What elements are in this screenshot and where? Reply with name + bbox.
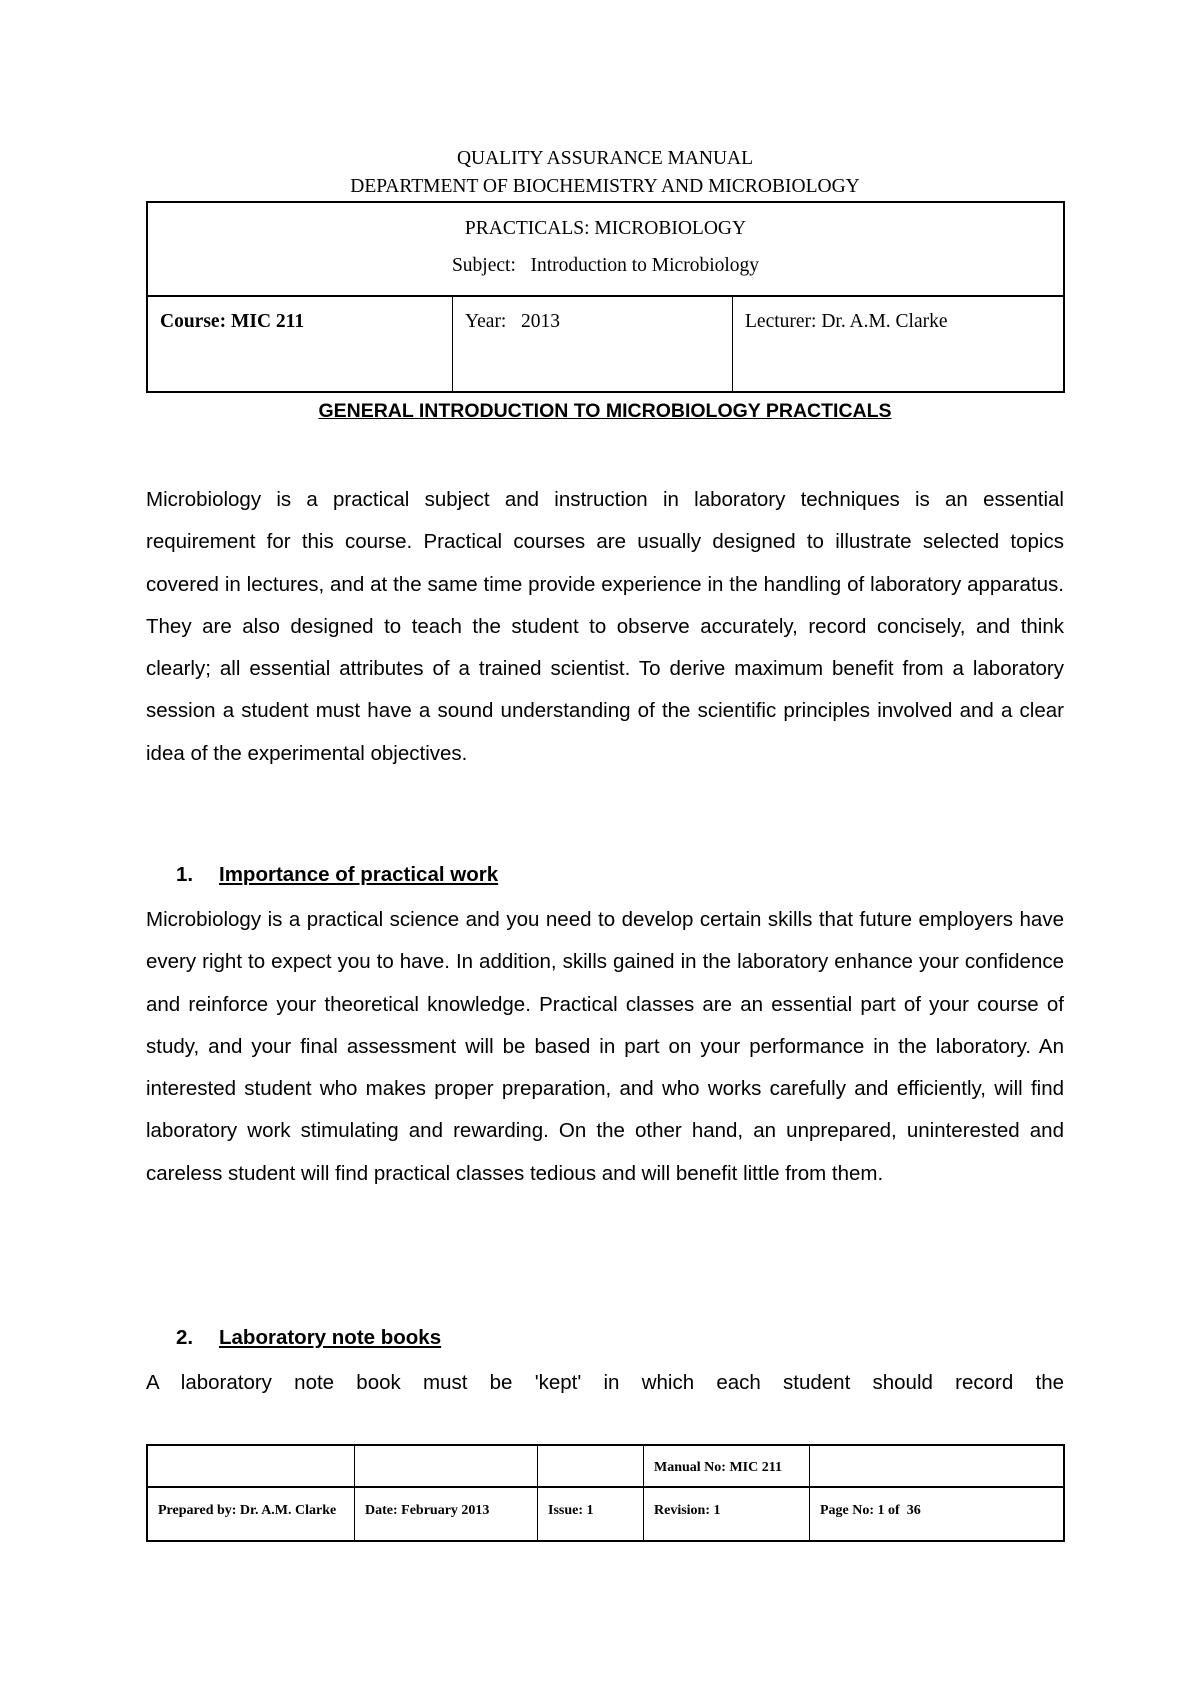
footer-table bbox=[146, 1444, 1065, 1542]
document-date: Date: February 2013 bbox=[355, 1487, 538, 1541]
section-paragraph-practical-work: Microbiology is a practical science and you need to develop certain skills that future employers have every right to expect you to have. In addition, skills gained in the laboratory enhance your confidence and reinforce your theoretical knowledge. Practical classes are an essential part of your course of study, and your final assessment will be based in part on your performance in the laboratory. An interested student who makes proper preparation, and who works carefully and efficiently, will find laboratory work stimulating and rewarding. On the other hand, an unprepared, uninterested and careless student will find practical classes tedious and will benefit little from them. bbox=[146, 908, 1064, 1185]
year-cell: Year: 2013 bbox=[453, 296, 733, 392]
section-title: Importance of practical work bbox=[219, 863, 499, 886]
practicals-label: PRACTICALS: MICROBIOLOGY bbox=[464, 218, 747, 239]
page-number: Page No: 1 of 36 bbox=[810, 1487, 1065, 1541]
intro-paragraph: Microbiology is a practical subject and instruction in laboratory techniques is an essential requirement for this course. Practical courses are usually designed to illustrate selected topics covered in lectures, and at the same time provide experience in the handling of laboratory apparatus. They are also designed to teach the student to observe accurately, record concisely, and think clearly; all essential attributes of a trained scientist. To derive maximum benefit from a laboratory session a student must have a sound understanding of the scientific principles involved and a clear idea of the experimental objectives. bbox=[146, 488, 1064, 765]
section-paragraph-note-books: A laboratory note book must be 'kept' in which each student should record the bbox=[146, 1371, 1064, 1394]
prepared-by: Prepared by: Dr. A.M. Clarke bbox=[147, 1487, 355, 1541]
course-cell: Course: MIC 211 bbox=[147, 296, 453, 392]
issue-number: Issue: 1 bbox=[538, 1487, 644, 1541]
department-title: DEPARTMENT OF BIOCHEMISTRY AND MICROBIOLOGY bbox=[350, 176, 860, 197]
section-heading-note-books bbox=[176, 1326, 441, 1350]
footer-empty-cell bbox=[538, 1445, 644, 1487]
footer-empty-cell bbox=[147, 1445, 355, 1487]
footer-empty-cell bbox=[810, 1445, 1065, 1487]
page-heading: GENERAL INTRODUCTION TO MICROBIOLOGY PRACTICALS bbox=[318, 400, 892, 422]
lecturer-cell: Lecturer: Dr. A.M. Clarke bbox=[733, 296, 1065, 392]
practicals-cell bbox=[147, 202, 1064, 296]
section-number: 2. bbox=[176, 1326, 194, 1349]
section-number: 1. bbox=[176, 863, 194, 886]
course-info-table bbox=[146, 201, 1065, 393]
manual-number: Manual No: MIC 211 bbox=[644, 1445, 810, 1487]
section-title: Laboratory note books bbox=[219, 1326, 442, 1349]
revision-number: Revision: 1 bbox=[644, 1487, 810, 1541]
subject-label: Subject: Introduction to Microbiology bbox=[451, 255, 760, 276]
footer-empty-cell bbox=[355, 1445, 538, 1487]
section-heading-practical-work bbox=[176, 863, 498, 887]
document-title: QUALITY ASSURANCE MANUAL bbox=[456, 148, 754, 169]
